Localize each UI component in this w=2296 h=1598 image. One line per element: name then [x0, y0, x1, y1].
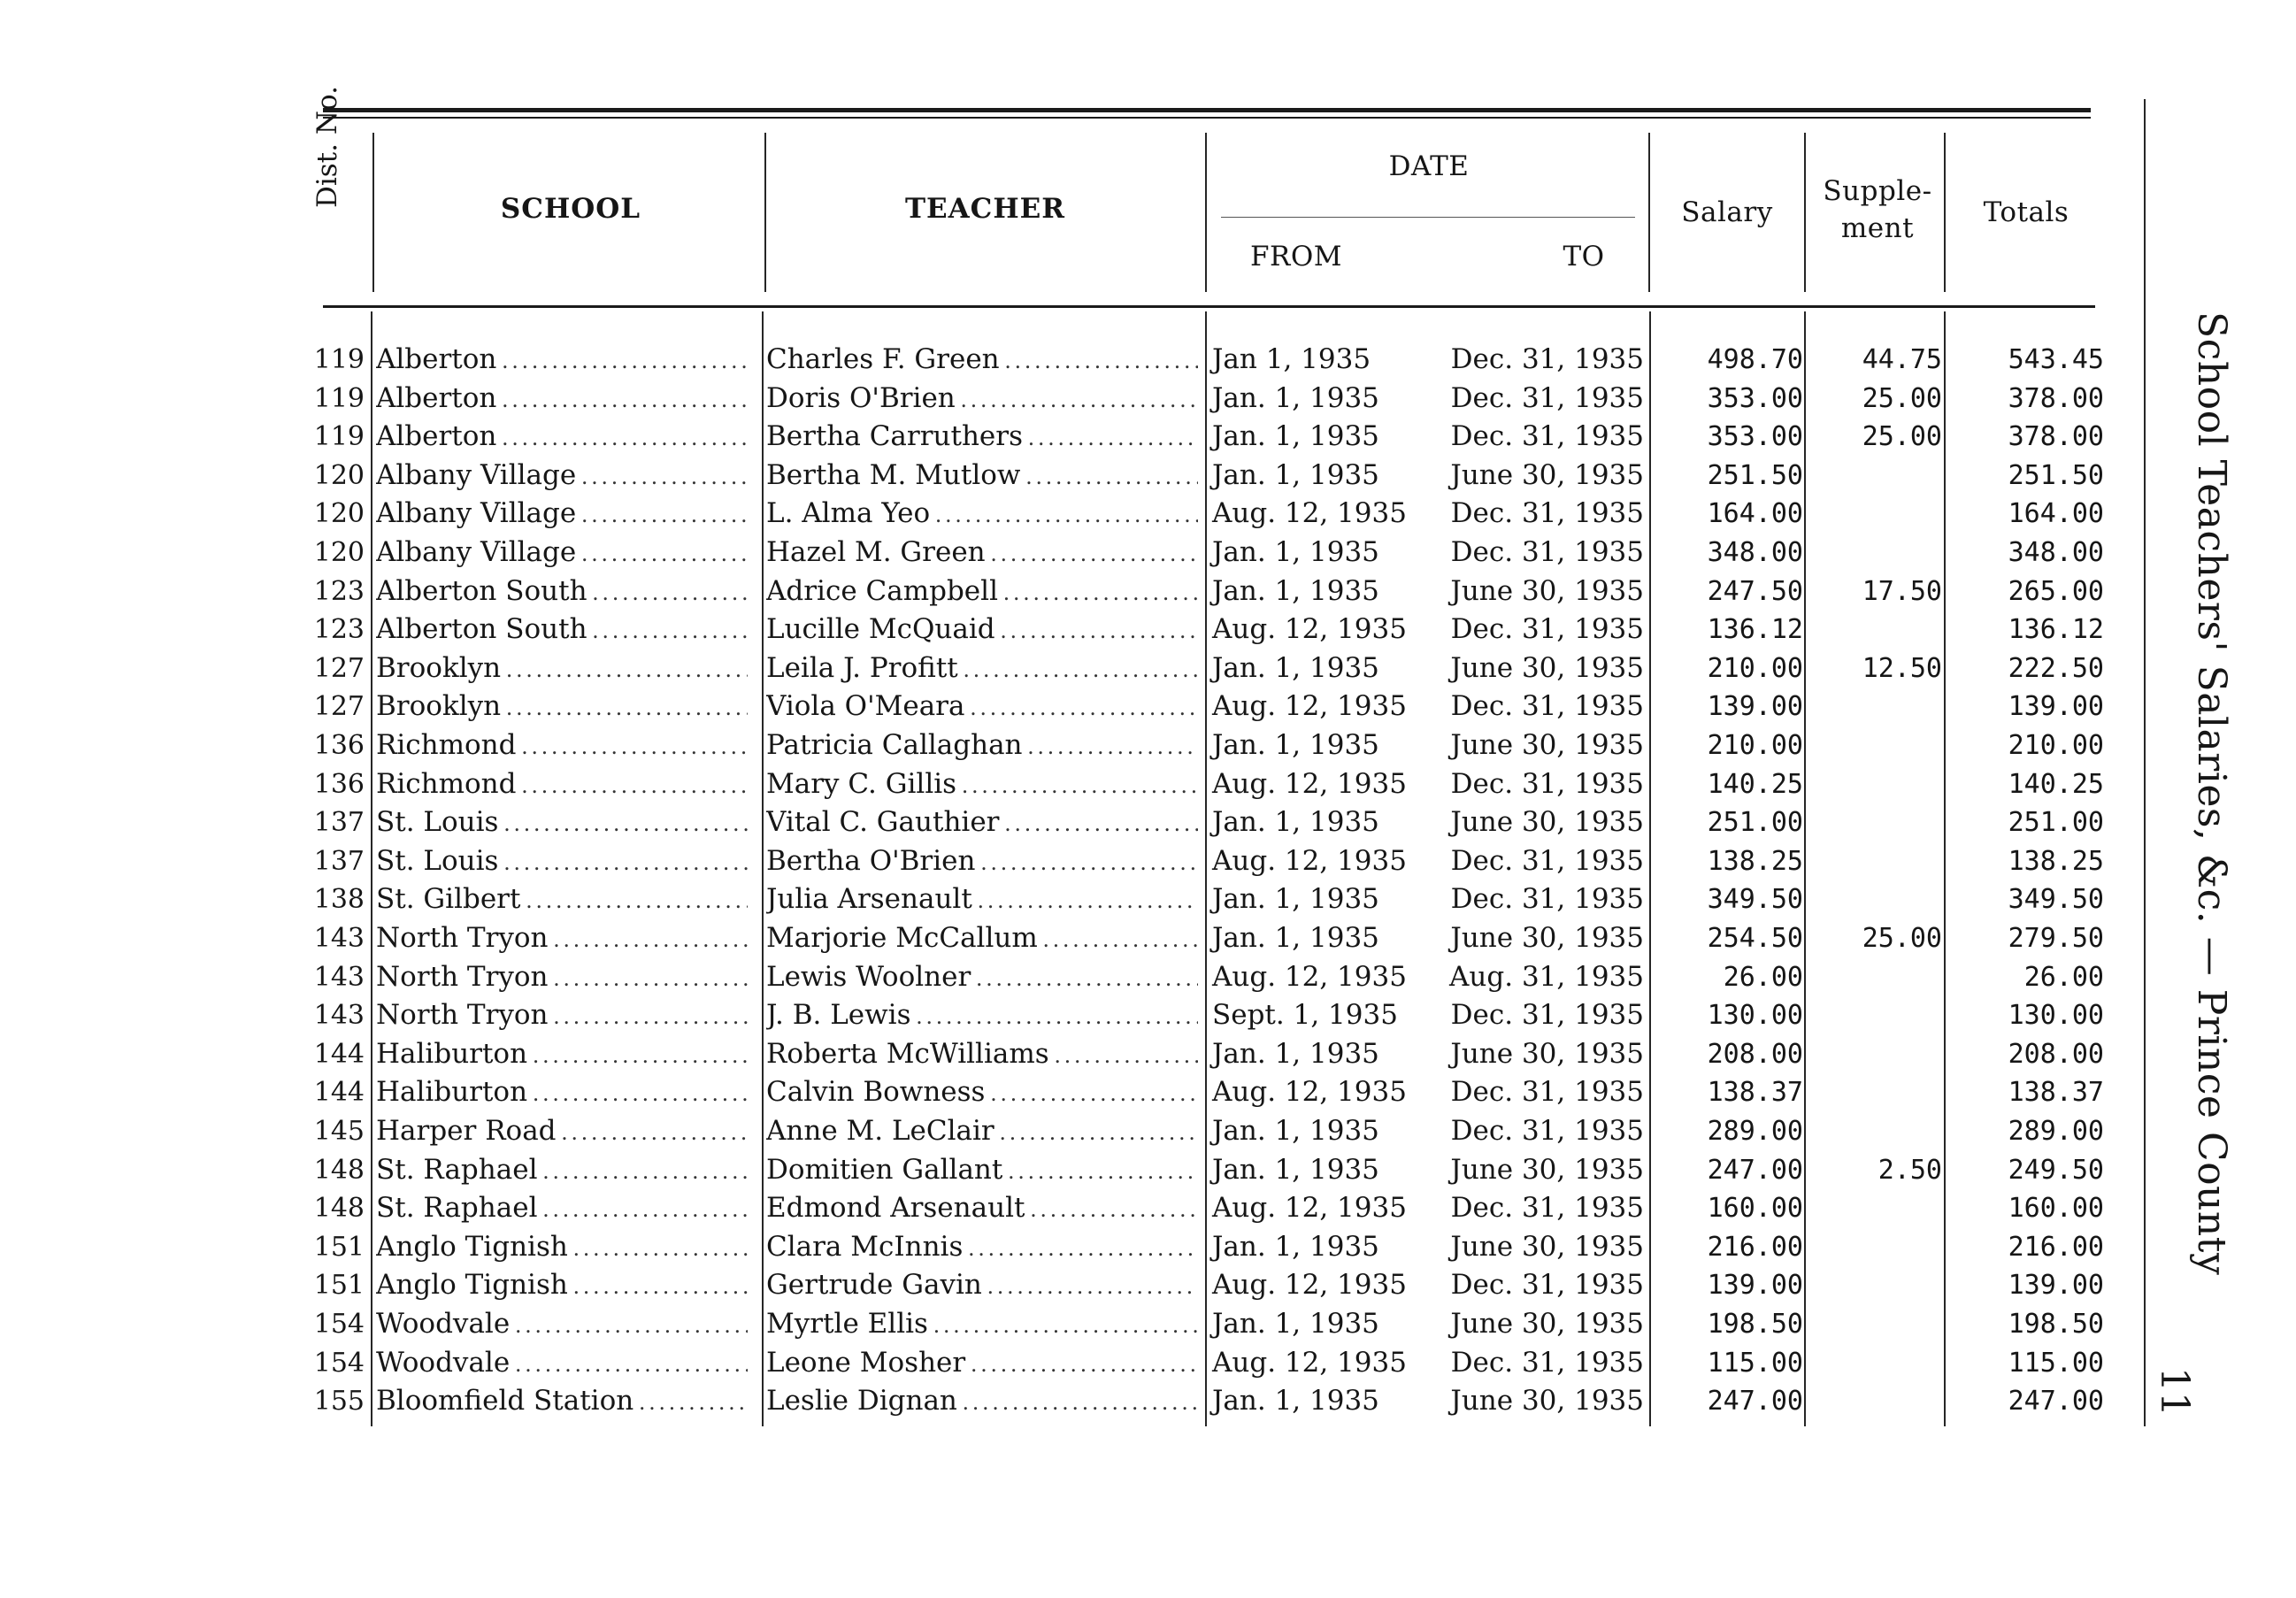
teacher-cell: Viola O'Meara . . . — [766, 688, 1198, 727]
top-rule-thin — [323, 117, 2091, 119]
dist-no-cell: 155 — [313, 1386, 365, 1417]
table-row — [0, 380, 2123, 418]
header-school: SCHOOL — [500, 193, 641, 225]
header-totals: Totals — [1983, 196, 2069, 228]
salary-cell: 289.00 — [1707, 1116, 1803, 1147]
table-row — [0, 1035, 2123, 1073]
date-from-cell: Jan. 1, 1935 — [1212, 806, 1379, 839]
teacher-cell: Leslie Dignan . . . — [766, 1382, 1198, 1422]
dist-no-cell: 127 — [313, 652, 365, 684]
date-from-cell: Jan. 1, 1935 — [1212, 1308, 1379, 1340]
teacher-cell: Bertha O'Brien . . . — [766, 842, 1198, 882]
dist-no-cell: 138 — [313, 884, 365, 916]
teacher-cell: Mary C. Gillis . . . — [766, 765, 1198, 805]
supplement-cell: 25.00 — [1862, 923, 1942, 954]
total-cell: 164.00 — [2008, 498, 2104, 530]
total-cell: 348.00 — [2008, 537, 2104, 568]
school-cell: St. Gilbert . . . — [376, 880, 748, 920]
supplement-cell: 44.75 — [1862, 344, 1942, 375]
date-to-cell: Dec. 31, 1935 — [1450, 844, 1644, 877]
date-from-cell: Aug. 12, 1935 — [1212, 690, 1407, 723]
teacher-cell: Myrtle Ellis . . . — [766, 1305, 1198, 1345]
teacher-cell: J. B. Lewis . . . — [766, 996, 1198, 1036]
table-row — [0, 726, 2123, 764]
table-row — [0, 1189, 2123, 1227]
total-cell: 247.00 — [2008, 1386, 2104, 1417]
teacher-cell: Lewis Woolner . . . — [766, 958, 1198, 998]
salary-cell: 247.00 — [1707, 1154, 1803, 1186]
date-to-cell: June 30, 1935 — [1450, 922, 1644, 954]
date-from-cell: Jan. 1, 1935 — [1212, 458, 1379, 491]
dist-no-cell: 148 — [313, 1154, 365, 1186]
supplement-cell: 17.50 — [1862, 575, 1942, 607]
total-cell: 249.50 — [2008, 1154, 2104, 1186]
page-number: 11 — [2152, 1367, 2197, 1417]
header-supplement-line1: Supple- — [1823, 175, 1932, 207]
table-row — [0, 1305, 2123, 1343]
teacher-cell: Patricia Callaghan . . . — [766, 726, 1198, 766]
dist-no-cell: 144 — [313, 1038, 365, 1070]
school-cell: Richmond . . . — [376, 765, 748, 805]
total-cell: 265.00 — [2008, 575, 2104, 607]
date-from-cell: Aug. 12, 1935 — [1212, 767, 1407, 800]
date-from-cell: Jan. 1, 1935 — [1212, 729, 1379, 761]
salary-cell: 136.12 — [1707, 614, 1803, 646]
salary-cell: 210.00 — [1707, 652, 1803, 684]
salary-cell: 138.25 — [1707, 845, 1803, 877]
date-to-cell: Dec. 31, 1935 — [1450, 497, 1644, 530]
teacher-cell: Leila J. Profitt . . . — [766, 649, 1198, 689]
school-cell: St. Raphael . . . — [376, 1189, 748, 1229]
date-from-cell: Aug. 12, 1935 — [1212, 1269, 1407, 1302]
teacher-cell: Domitien Gallant . . . — [766, 1151, 1198, 1191]
date-from-cell: Jan. 1, 1935 — [1212, 1037, 1379, 1070]
date-from-cell: Aug. 12, 1935 — [1212, 960, 1407, 993]
date-to-cell: Dec. 31, 1935 — [1450, 1269, 1644, 1302]
date-from-cell: Jan. 1, 1935 — [1212, 651, 1379, 684]
table-row — [0, 418, 2123, 456]
total-cell: 251.50 — [2008, 459, 2104, 491]
date-to-cell: Dec. 31, 1935 — [1450, 420, 1644, 453]
teacher-cell: Doris O'Brien . . . — [766, 380, 1198, 419]
supplement-cell: 25.00 — [1862, 421, 1942, 453]
dist-no-cell: 154 — [313, 1347, 365, 1379]
dist-no-cell: 120 — [313, 537, 365, 568]
dist-no-cell: 123 — [313, 614, 365, 646]
date-from-cell: Jan. 1, 1935 — [1212, 883, 1379, 916]
school-cell: Richmond . . . — [376, 726, 748, 766]
total-cell: 251.00 — [2008, 807, 2104, 839]
teacher-cell: Bertha M. Mutlow . . . — [766, 457, 1198, 496]
salary-cell: 348.00 — [1707, 537, 1803, 568]
total-cell: 138.37 — [2008, 1077, 2104, 1109]
school-cell: North Tryon . . . — [376, 919, 748, 959]
teacher-cell: Gertrude Gavin . . . — [766, 1266, 1198, 1306]
date-from-cell: Jan. 1, 1935 — [1212, 381, 1379, 414]
header-dist-no: Dist. No. — [311, 86, 343, 208]
dist-no-cell: 119 — [313, 344, 365, 375]
table-row — [0, 495, 2123, 533]
column-line — [1205, 133, 1207, 292]
header-from: FROM — [1249, 241, 1342, 273]
salary-cell: 247.50 — [1707, 575, 1803, 607]
date-divider — [1221, 217, 1635, 218]
date-to-cell: Dec. 31, 1935 — [1450, 1346, 1644, 1379]
total-cell: 216.00 — [2008, 1231, 2104, 1263]
table-row — [0, 1112, 2123, 1150]
school-cell: St. Louis . . . — [376, 842, 748, 882]
teacher-cell: Leone Mosher . . . — [766, 1344, 1198, 1384]
header-to: TO — [1563, 241, 1605, 273]
header-bottom-rule — [323, 305, 2095, 308]
dist-no-cell: 154 — [313, 1309, 365, 1340]
dist-no-cell: 123 — [313, 575, 365, 607]
date-from-cell: Jan. 1, 1935 — [1212, 574, 1379, 607]
date-from-cell: Aug. 12, 1935 — [1212, 497, 1407, 530]
side-title: School Teachers' Salaries, &c. — Prince County — [2189, 311, 2234, 1276]
total-cell: 140.25 — [2008, 768, 2104, 800]
supplement-cell: 12.50 — [1862, 652, 1942, 684]
dist-no-cell: 143 — [313, 1000, 365, 1032]
dist-no-cell: 144 — [313, 1077, 365, 1109]
date-to-cell: Dec. 31, 1935 — [1450, 690, 1644, 723]
total-cell: 26.00 — [2023, 961, 2104, 993]
salary-cell: 138.37 — [1707, 1077, 1803, 1109]
salary-cell: 251.50 — [1707, 459, 1803, 491]
total-cell: 130.00 — [2008, 1000, 2104, 1032]
school-cell: Albany Village . . . — [376, 534, 748, 573]
date-to-cell: Dec. 31, 1935 — [1450, 1115, 1644, 1147]
school-cell: Alberton . . . — [376, 418, 748, 457]
teacher-cell: Marjorie McCallum . . . — [766, 919, 1198, 959]
supplement-cell: 2.50 — [1877, 1154, 1942, 1186]
table-row — [0, 996, 2123, 1034]
salary-cell: 210.00 — [1707, 730, 1803, 761]
date-to-cell: June 30, 1935 — [1450, 1308, 1644, 1340]
date-to-cell: Dec. 31, 1935 — [1450, 999, 1644, 1032]
date-from-cell: Aug. 12, 1935 — [1212, 844, 1407, 877]
teacher-cell: Lucille McQuaid . . . — [766, 611, 1198, 650]
school-cell: Brooklyn . . . — [376, 688, 748, 727]
total-cell: 139.00 — [2008, 1270, 2104, 1302]
date-to-cell: Dec. 31, 1935 — [1450, 381, 1644, 414]
school-cell: Woodvale . . . — [376, 1305, 748, 1345]
school-cell: St. Louis . . . — [376, 803, 748, 843]
salary-cell: 130.00 — [1707, 1000, 1803, 1032]
table-row — [0, 688, 2123, 726]
salary-cell: 254.50 — [1707, 923, 1803, 954]
date-from-cell: Jan. 1, 1935 — [1212, 1385, 1379, 1417]
table-row — [0, 842, 2123, 880]
table-row — [0, 1344, 2123, 1382]
date-from-cell: Jan. 1, 1935 — [1212, 922, 1379, 954]
salary-cell: 198.50 — [1707, 1309, 1803, 1340]
school-cell: Anglo Tignish . . . — [376, 1228, 748, 1268]
date-from-cell: Aug. 12, 1935 — [1212, 1346, 1407, 1379]
school-cell: Bloomfield Station . . . — [376, 1382, 748, 1422]
total-cell: 543.45 — [2008, 344, 2104, 375]
top-rule-thick — [323, 108, 2091, 112]
header-supplement-line2: ment — [1840, 212, 1915, 244]
table-row — [0, 572, 2123, 611]
dist-no-cell: 137 — [313, 845, 365, 877]
date-to-cell: Dec. 31, 1935 — [1450, 343, 1644, 375]
table-row — [0, 958, 2123, 996]
teacher-cell: Edmond Arsenault . . . — [766, 1189, 1198, 1229]
column-line — [1648, 133, 1650, 292]
total-cell: 136.12 — [2008, 614, 2104, 646]
teacher-cell: Adrice Campbell . . . — [766, 572, 1198, 612]
teacher-cell: L. Alma Yeo . . . — [766, 495, 1198, 534]
total-cell: 378.00 — [2008, 382, 2104, 414]
salary-cell: 498.70 — [1707, 344, 1803, 375]
date-to-cell: June 30, 1935 — [1450, 1385, 1644, 1417]
salary-cell: 139.00 — [1707, 691, 1803, 723]
school-cell: Albany Village . . . — [376, 457, 748, 496]
date-to-cell: Dec. 31, 1935 — [1450, 536, 1644, 568]
dist-no-cell: 119 — [313, 382, 365, 414]
date-from-cell: Jan. 1, 1935 — [1212, 1230, 1379, 1263]
salary-cell: 251.00 — [1707, 807, 1803, 839]
date-to-cell: June 30, 1935 — [1450, 574, 1644, 607]
supplement-cell: 25.00 — [1862, 382, 1942, 414]
school-cell: Alberton . . . — [376, 380, 748, 419]
school-cell: Woodvale . . . — [376, 1344, 748, 1384]
date-from-cell: Aug. 12, 1935 — [1212, 1076, 1407, 1109]
table-row — [0, 1073, 2123, 1111]
date-to-cell: June 30, 1935 — [1450, 1230, 1644, 1263]
total-cell: 289.00 — [2008, 1116, 2104, 1147]
total-cell: 222.50 — [2008, 652, 2104, 684]
salary-cell: 115.00 — [1707, 1347, 1803, 1379]
salary-cell: 353.00 — [1707, 382, 1803, 414]
date-from-cell: Jan. 1, 1935 — [1212, 1115, 1379, 1147]
table-row — [0, 649, 2123, 688]
dist-no-cell: 151 — [313, 1231, 365, 1263]
date-to-cell: June 30, 1935 — [1450, 729, 1644, 761]
table-row — [0, 534, 2123, 572]
school-cell: Haliburton . . . — [376, 1073, 748, 1113]
dist-no-cell: 145 — [313, 1116, 365, 1147]
teacher-cell: Julia Arsenault . . . — [766, 880, 1198, 920]
salary-cell: 164.00 — [1707, 498, 1803, 530]
teacher-cell: Vital C. Gauthier . . . — [766, 803, 1198, 843]
total-cell: 138.25 — [2008, 845, 2104, 877]
teacher-cell: Anne M. LeClair . . . — [766, 1112, 1198, 1152]
dist-no-cell: 151 — [313, 1270, 365, 1302]
teacher-cell: Roberta McWilliams . . . — [766, 1035, 1198, 1075]
header-salary: Salary — [1681, 196, 1773, 228]
date-from-cell: Aug. 12, 1935 — [1212, 613, 1407, 646]
total-cell: 279.50 — [2008, 923, 2104, 954]
teacher-cell: Calvin Bowness . . . — [766, 1073, 1198, 1113]
table-row — [0, 880, 2123, 918]
total-cell: 198.50 — [2008, 1309, 2104, 1340]
school-cell: Harper Road . . . — [376, 1112, 748, 1152]
date-from-cell: Jan 1, 1935 — [1212, 343, 1371, 375]
salary-cell: 208.00 — [1707, 1038, 1803, 1070]
table-row — [0, 803, 2123, 841]
date-to-cell: Dec. 31, 1935 — [1450, 883, 1644, 916]
date-to-cell: Dec. 31, 1935 — [1450, 767, 1644, 800]
column-line — [372, 133, 374, 292]
salary-cell: 140.25 — [1707, 768, 1803, 800]
teacher-cell: Clara McInnis . . . — [766, 1228, 1198, 1268]
dist-no-cell: 136 — [313, 768, 365, 800]
school-cell: North Tryon . . . — [376, 996, 748, 1036]
date-to-cell: June 30, 1935 — [1450, 1153, 1644, 1186]
dist-no-cell: 137 — [313, 807, 365, 839]
school-cell: St. Raphael . . . — [376, 1151, 748, 1191]
school-cell: North Tryon . . . — [376, 958, 748, 998]
total-cell: 139.00 — [2008, 691, 2104, 723]
table-row — [0, 611, 2123, 649]
teacher-cell: Bertha Carruthers . . . — [766, 418, 1198, 457]
table-row — [0, 1266, 2123, 1304]
dist-no-cell: 119 — [313, 421, 365, 453]
salary-cell: 247.00 — [1707, 1386, 1803, 1417]
salary-cell: 353.00 — [1707, 421, 1803, 453]
dist-no-cell: 120 — [313, 459, 365, 491]
date-from-cell: Jan. 1, 1935 — [1212, 420, 1379, 453]
total-cell: 210.00 — [2008, 730, 2104, 761]
table-row — [0, 765, 2123, 803]
date-from-cell: Sept. 1, 1935 — [1212, 999, 1398, 1032]
total-cell: 378.00 — [2008, 421, 2104, 453]
school-cell: Anglo Tignish . . . — [376, 1266, 748, 1306]
date-from-cell: Aug. 12, 1935 — [1212, 1192, 1407, 1225]
school-cell: Haliburton . . . — [376, 1035, 748, 1075]
school-cell: Alberton . . . — [376, 341, 748, 380]
salary-cell: 216.00 — [1707, 1231, 1803, 1263]
teacher-cell: Hazel M. Green . . . — [766, 534, 1198, 573]
school-cell: Alberton South . . . — [376, 611, 748, 650]
column-line — [764, 133, 766, 292]
date-from-cell: Jan. 1, 1935 — [1212, 536, 1379, 568]
teacher-cell: Charles F. Green . . . — [766, 341, 1198, 380]
salary-cell: 139.00 — [1707, 1270, 1803, 1302]
header-date: DATE — [1388, 150, 1470, 182]
table-row — [0, 457, 2123, 495]
total-cell: 160.00 — [2008, 1193, 2104, 1225]
page-margin-line — [2144, 99, 2146, 1426]
dist-no-cell: 127 — [313, 691, 365, 723]
salary-cell: 349.50 — [1707, 884, 1803, 916]
dist-no-cell: 148 — [313, 1193, 365, 1225]
column-line — [1804, 133, 1806, 292]
school-cell: Alberton South . . . — [376, 572, 748, 612]
total-cell: 208.00 — [2008, 1038, 2104, 1070]
date-to-cell: Dec. 31, 1935 — [1450, 1192, 1644, 1225]
date-to-cell: Dec. 31, 1935 — [1450, 1076, 1644, 1109]
table-row — [0, 919, 2123, 957]
date-to-cell: June 30, 1935 — [1450, 1037, 1644, 1070]
date-to-cell: June 30, 1935 — [1450, 458, 1644, 491]
date-from-cell: Jan. 1, 1935 — [1212, 1153, 1379, 1186]
dist-no-cell: 143 — [313, 961, 365, 993]
table-row — [0, 341, 2123, 379]
school-cell: Brooklyn . . . — [376, 649, 748, 689]
salary-cell: 160.00 — [1707, 1193, 1803, 1225]
header-teacher: TEACHER — [904, 193, 1066, 225]
total-cell: 349.50 — [2008, 884, 2104, 916]
table-row — [0, 1228, 2123, 1266]
school-cell: Albany Village . . . — [376, 495, 748, 534]
date-to-cell: Aug. 31, 1935 — [1449, 960, 1644, 993]
column-line — [1944, 133, 1946, 292]
date-to-cell: June 30, 1935 — [1450, 651, 1644, 684]
salary-cell: 26.00 — [1723, 961, 1803, 993]
date-to-cell: Dec. 31, 1935 — [1450, 613, 1644, 646]
dist-no-cell: 120 — [313, 498, 365, 530]
total-cell: 115.00 — [2008, 1347, 2104, 1379]
table-row — [0, 1382, 2123, 1420]
dist-no-cell: 143 — [313, 923, 365, 954]
table-row — [0, 1151, 2123, 1189]
date-to-cell: June 30, 1935 — [1450, 806, 1644, 839]
dist-no-cell: 136 — [313, 730, 365, 761]
